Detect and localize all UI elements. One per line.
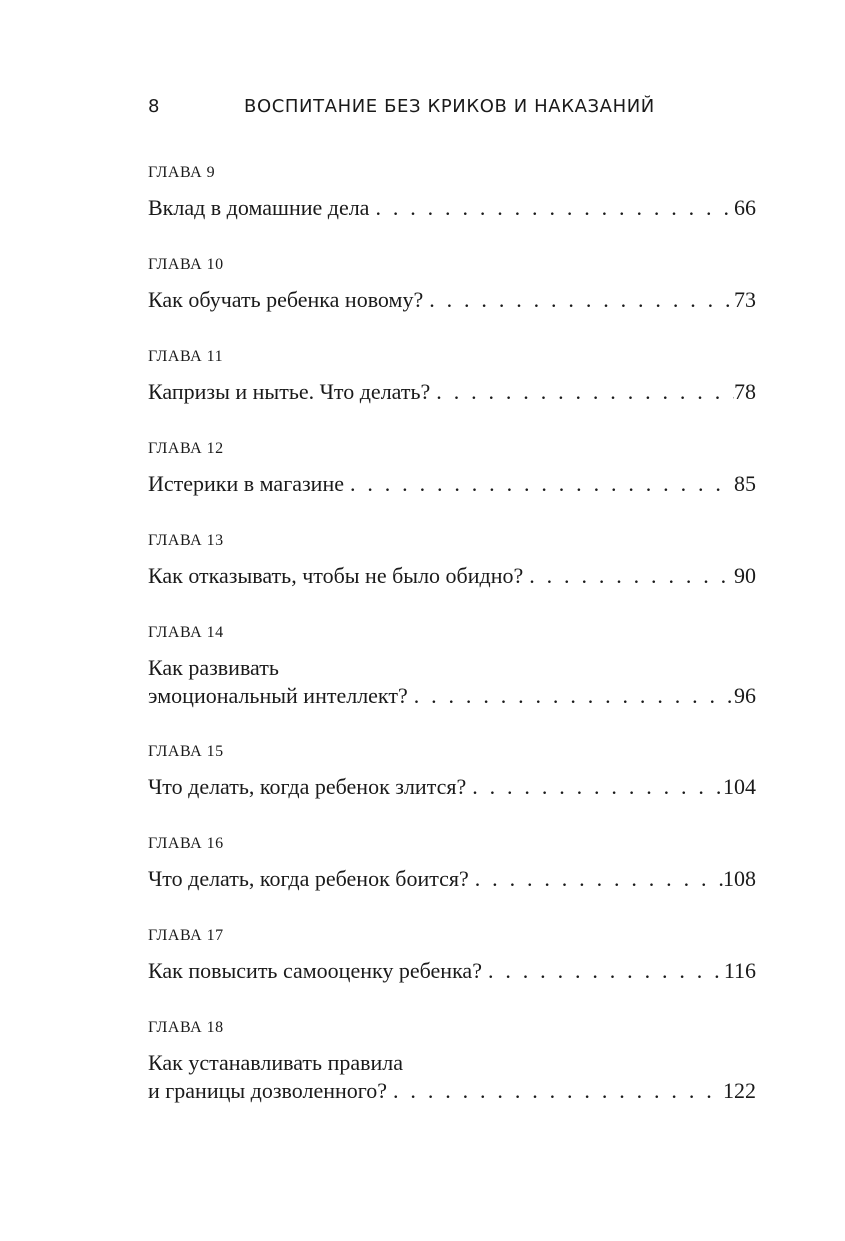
chapter-title: Вклад в домашние дела [148, 195, 370, 220]
page-reference: 108 [723, 866, 756, 891]
chapter-title: Что делать, когда ребенок боится? [148, 866, 469, 891]
page-reference: 73 [734, 287, 756, 312]
leader-dots [387, 1077, 723, 1105]
chapter-title: Как обучать ребенка новому? [148, 287, 424, 312]
table-of-contents [148, 162, 756, 1136]
page-reference: 96 [734, 683, 756, 708]
chapter-label: ГЛАВА 16 [148, 835, 224, 852]
toc-entry[interactable] [148, 254, 756, 346]
page-header [148, 96, 755, 124]
leader-dots [523, 562, 734, 590]
leader-dots [344, 470, 734, 498]
toc-entry[interactable] [148, 1017, 756, 1136]
page-reference: 122 [723, 1078, 756, 1103]
chapter-label: ГЛАВА 10 [148, 256, 224, 273]
toc-entry[interactable] [148, 741, 756, 833]
chapter-label: ГЛАВА 14 [148, 624, 224, 641]
chapter-title: эмоциональный интеллект? [148, 683, 408, 708]
page-reference: 116 [723, 958, 756, 983]
page-reference: 90 [734, 563, 756, 588]
chapter-label: ГЛАВА 12 [148, 440, 224, 457]
toc-entry[interactable] [148, 530, 756, 622]
chapter-title: и границы дозволенного? [148, 1078, 388, 1103]
toc-entry[interactable] [148, 162, 756, 254]
leader-dots [423, 286, 734, 314]
chapter-label: ГЛАВА 17 [148, 927, 224, 944]
page-reference: 85 [734, 471, 756, 496]
leader-dots [408, 682, 734, 710]
chapter-label: ГЛАВА 15 [148, 743, 224, 760]
leader-dots [430, 378, 734, 406]
chapter-title: Как повысить самооценку ребенка? [148, 958, 482, 983]
toc-entry[interactable] [148, 833, 756, 925]
chapter-title: Истерики в магазине [148, 471, 344, 496]
chapter-title: Как отказывать, чтобы не было обидно? [148, 563, 524, 588]
leader-dots [369, 194, 734, 222]
chapter-label: ГЛАВА 11 [148, 348, 224, 365]
page-reference: 78 [734, 379, 756, 404]
running-title: ВОСПИТАНИЕ БЕЗ КРИКОВ И НАКАЗАНИЙ [244, 96, 655, 117]
leader-dots [466, 773, 723, 801]
chapter-label: ГЛАВА 13 [148, 532, 224, 549]
chapter-title: Капризы и нытье. Что делать? [148, 379, 431, 404]
page-reference: 104 [723, 774, 756, 799]
toc-entry[interactable] [148, 438, 756, 530]
chapter-title: Что делать, когда ребенок злится? [148, 774, 467, 799]
leader-dots [482, 957, 724, 985]
toc-entry[interactable] [148, 622, 756, 741]
chapter-label: ГЛАВА 9 [148, 164, 216, 181]
toc-entry[interactable] [148, 346, 756, 438]
leader-dots [469, 865, 723, 893]
chapter-title-line-1: Как устанавливать правила [148, 1050, 404, 1075]
chapter-label: ГЛАВА 18 [148, 1019, 224, 1036]
page-reference: 66 [734, 195, 756, 220]
page-number: 8 [148, 96, 161, 117]
chapter-title-line-1: Как развивать [148, 655, 279, 680]
toc-entry[interactable] [148, 925, 756, 1017]
